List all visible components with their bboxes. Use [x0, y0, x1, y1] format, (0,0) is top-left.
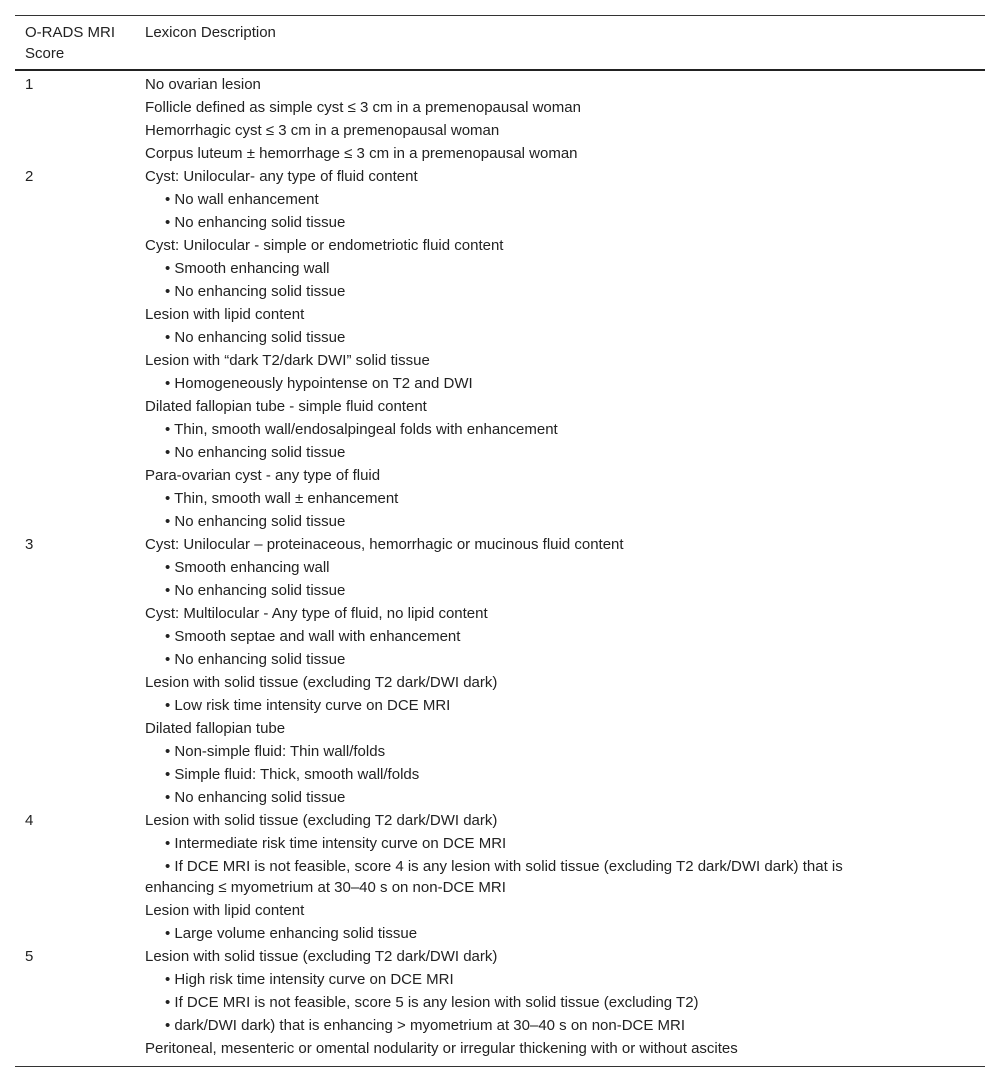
- score-cell: 2: [25, 168, 34, 185]
- score-cell: 3: [25, 536, 34, 553]
- table-header: [15, 16, 985, 69]
- lexicon-bullet: • Homogeneously hypointense on T2 and DWI: [165, 375, 473, 392]
- lexicon-item: Dilated fallopian tube: [145, 720, 286, 737]
- lexicon-item: Cyst: Unilocular- any type of fluid content: [145, 168, 418, 185]
- score-cell: 4: [25, 812, 34, 829]
- header-score: [15, 22, 145, 64]
- table-bottom-rule: [15, 1066, 985, 1067]
- description-cell: [145, 809, 985, 945]
- table-row-score-1: [15, 73, 985, 165]
- o-rads-mri-table: [15, 15, 985, 1067]
- lexicon-item: Para-ovarian cyst - any type of fluid: [145, 467, 381, 484]
- lexicon-bullet: • Thin, smooth wall ± enhancement: [165, 490, 399, 507]
- lexicon-bullet: • Intermediate risk time intensity curve on DCE MRI: [165, 835, 507, 852]
- lexicon-bullet: • Low risk time intensity curve on DCE MRI: [165, 697, 451, 714]
- lexicon-bullet: • Non-simple fluid: Thin wall/folds: [165, 743, 386, 760]
- description-cell: [145, 165, 985, 533]
- header-score-line1: O-RADS MRI: [25, 24, 115, 41]
- table-row-score-3: [15, 533, 985, 809]
- lexicon-bullet: • Smooth septae and wall with enhancement: [165, 628, 461, 645]
- lexicon-bullet: • No enhancing solid tissue: [165, 513, 346, 530]
- lexicon-item: Lesion with solid tissue (excluding T2 dark/DWI dark): [145, 948, 498, 965]
- lexicon-bullet: • Large volume enhancing solid tissue: [165, 925, 418, 942]
- lexicon-item: Cyst: Unilocular – proteinaceous, hemorrhagic or mucinous fluid content: [145, 536, 624, 553]
- lexicon-item: Lesion with lipid content: [145, 306, 305, 323]
- table-body: [15, 71, 985, 1060]
- description-cell: [145, 533, 985, 809]
- lexicon-bullet: • No wall enhancement: [165, 191, 319, 208]
- lexicon-bullet: • Smooth enhancing wall: [165, 559, 330, 576]
- lexicon-bullet-line: • If DCE MRI is not feasible, score 4 is any lesion with solid tissue (excluding T2 dark/DWI dark) that is: [165, 858, 843, 875]
- lexicon-bullet-wrapped: [145, 855, 985, 899]
- header-description: Lexicon Description: [145, 24, 276, 41]
- table-row-score-5: [15, 945, 985, 1060]
- lexicon-item: Lesion with “dark T2/dark DWI” solid tissue: [145, 352, 430, 369]
- score-cell: 1: [25, 76, 34, 93]
- lexicon-item: No ovarian lesion: [145, 76, 261, 93]
- header-score-line2: Score: [25, 45, 65, 62]
- lexicon-bullet: • No enhancing solid tissue: [165, 283, 346, 300]
- lexicon-bullet: • No enhancing solid tissue: [165, 444, 346, 461]
- lexicon-bullet: • Smooth enhancing wall: [165, 260, 330, 277]
- lexicon-item: Lesion with solid tissue (excluding T2 dark/DWI dark): [145, 674, 498, 691]
- lexicon-item: Hemorrhagic cyst ≤ 3 cm in a premenopausal woman: [145, 122, 500, 139]
- lexicon-item: Corpus luteum ± hemorrhage ≤ 3 cm in a premenopausal woman: [145, 145, 578, 162]
- lexicon-bullet: • No enhancing solid tissue: [165, 214, 346, 231]
- lexicon-item: Follicle defined as simple cyst ≤ 3 cm in a premenopausal woman: [145, 99, 581, 116]
- lexicon-item: Lesion with lipid content: [145, 902, 305, 919]
- score-cell: 5: [25, 948, 34, 965]
- lexicon-item: Peritoneal, mesenteric or omental nodularity or irregular thickening with or without ascites: [145, 1040, 738, 1057]
- lexicon-bullet: • dark/DWI dark) that is enhancing > myometrium at 30–40 s on non-DCE MRI: [165, 1017, 686, 1034]
- lexicon-item: Dilated fallopian tube - simple fluid content: [145, 398, 427, 415]
- lexicon-bullet: • No enhancing solid tissue: [165, 789, 346, 806]
- lexicon-bullet: • High risk time intensity curve on DCE MRI: [165, 971, 454, 988]
- table-row-score-2: [15, 165, 985, 533]
- lexicon-bullet: • No enhancing solid tissue: [165, 329, 346, 346]
- lexicon-bullet: • Simple fluid: Thick, smooth wall/folds: [165, 766, 420, 783]
- lexicon-item: Lesion with solid tissue (excluding T2 dark/DWI dark): [145, 812, 498, 829]
- lexicon-item: Cyst: Unilocular - simple or endometriotic fluid content: [145, 237, 504, 254]
- description-cell: [145, 73, 985, 165]
- description-cell: [145, 945, 985, 1060]
- lexicon-item: Cyst: Multilocular - Any type of fluid, no lipid content: [145, 605, 488, 622]
- lexicon-bullet-continuation: enhancing ≤ myometrium at 30–40 s on non-DCE MRI: [145, 879, 506, 896]
- lexicon-bullet: • No enhancing solid tissue: [165, 651, 346, 668]
- lexicon-bullet: • If DCE MRI is not feasible, score 5 is any lesion with solid tissue (excluding T2): [165, 994, 699, 1011]
- lexicon-bullet: • No enhancing solid tissue: [165, 582, 346, 599]
- table-row-score-4: [15, 809, 985, 945]
- lexicon-bullet: • Thin, smooth wall/endosalpingeal folds with enhancement: [165, 421, 558, 438]
